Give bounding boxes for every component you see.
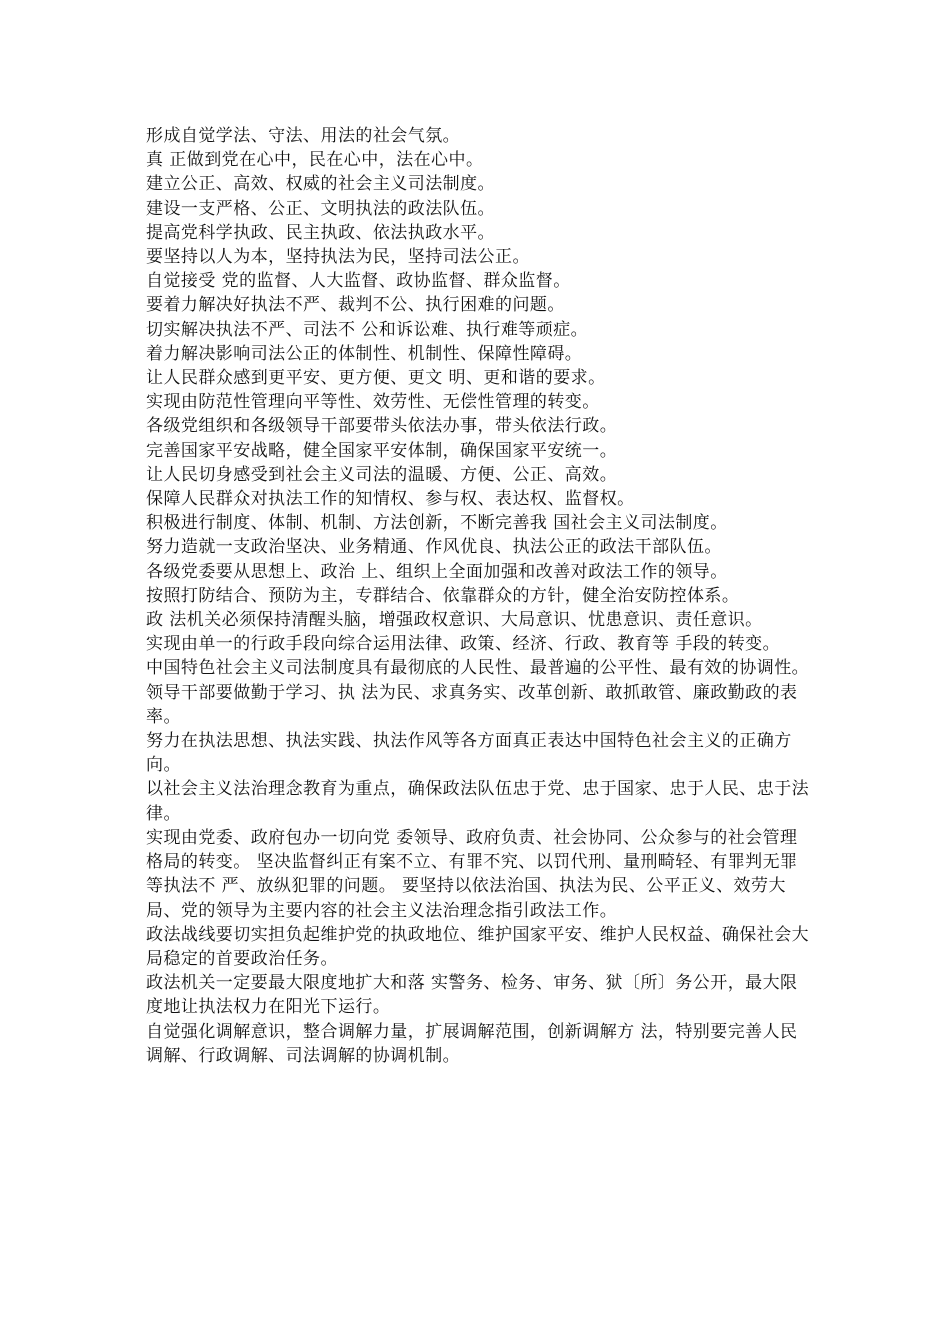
text-line-7: 自觉接受 党的监督、人大监督、政协监督、群众监督。 <box>146 271 571 292</box>
text-line-25: 努力在执法思想、执法实践、执法作风等各方面真正表达中国特色社会主义的正确方 向。 <box>146 731 792 776</box>
document-body <box>146 124 810 1068</box>
text-line-20: 按照打防结合、预防为主，专群结合、依靠群众的方针，健全治安防控体系。 <box>146 585 740 606</box>
text-line-13: 各级党组织和各级领导干部要带头依法办事，带头依法行政。 <box>146 416 618 437</box>
text-line-21: 政 法机关必须保持清醒头脑，增强政权意识、大局意识、忧患意识、责任意识。 <box>146 610 763 631</box>
text-line-16: 保障人民群众对执法工作的知情权、参与权、表达权、监督权。 <box>146 489 635 510</box>
text-line-10: 着力解决影响司法公正的体制性、机制性、保障性障碍。 <box>146 343 583 364</box>
text-line-6: 要坚持以人为本，坚持执法为民，坚持司法公正。 <box>146 247 530 268</box>
text-line-26: 以社会主义法治理念教育为重点，确保政法队伍忠于党、忠于国家、忠于人民、忠于法律。 <box>146 779 810 824</box>
text-line-1: 形成自觉学法、守法、用法的社会气氛。 <box>146 126 461 146</box>
text-line-12: 实现由防范性管理向平等性、效劳性、无偿性管理的转变。 <box>146 392 600 413</box>
text-line-18: 努力造就一支政治坚决、业务精通、作风优良、执法公正的政法干部队伍。 <box>146 537 722 558</box>
text-line-28: 政法战线要切实担负起维护党的执政地位、维护国家平安、维护人民权益、确保社会大局稳定的首要政治任务。 <box>146 924 810 969</box>
text-line-8: 要着力解决好执法不严、裁判不公、执行困难的问题。 <box>146 295 565 316</box>
text-line-3: 建立公正、高效、权威的社会主义司法制度。 <box>146 174 495 195</box>
text-line-5: 提高党科学执政、民主执政、依法执政水平。 <box>146 222 495 243</box>
text-line-2: 真 正做到党在心中，民在心中，法在心中。 <box>146 150 484 171</box>
text-line-11: 让人民群众感到更平安、更方便、更文 明、更和谐的要求。 <box>146 368 606 389</box>
text-line-4: 建设一支严格、公正、文明执法的政法队伍。 <box>146 198 495 219</box>
text-line-19: 各级党委要从思想上、政治 上、组织上全面加强和改善对政法工作的领导。 <box>146 561 728 582</box>
text-line-30: 自觉强化调解意识，整合调解力量，扩展调解范围，创新调解方 法，特别要完善人民调解、行政调解、司法调解的协调机制。 <box>146 1021 798 1066</box>
text-line-22: 实现由单一的行政手段向综合运用法律、政策、经济、行政、教育等 手段的转变。 <box>146 634 781 655</box>
text-line-17: 积极进行制度、体制、机制、方法创新，不断完善我 国社会主义司法制度。 <box>146 513 728 534</box>
text-line-9: 切实解决执法不严、司法不 公和诉讼难、执行难等顽症。 <box>146 319 589 340</box>
text-line-27: 实现由党委、政府包办一切向党 委领导、政府负责、社会协同、公众参与的社会管理格局的转变。 坚决监督纠正有案不立、有罪不究、以罚代刑、量刑畸轻、有罪判无罪等执法不 严、放纵犯罪的问题。 要坚持以依法治国、执法为民、公平正义、效劳大局、党的领导为主要内容的社会主义法治理念指引政法工作。 <box>146 827 798 921</box>
text-line-15: 让人民切身感受到社会主义司法的温暖、方便、公正、高效。 <box>146 464 618 485</box>
text-line-29: 政法机关一定要最大限度地扩大和落 实警务、检务、审务、狱〔所〕务公开，最大限度地让执法权力在阳光下运行。 <box>146 973 798 1018</box>
text-line-14: 完善国家平安战略，健全国家平安体制，确保国家平安统一。 <box>146 440 618 461</box>
text-line-24: 领导干部要做勤于学习、执 法为民、求真务实、改革创新、敢抓敢管、廉政勤政的表率。 <box>146 682 798 727</box>
text-line-23: 中国特色社会主义司法制度具有最彻底的人民性、最普遍的公平性、最有效的协调性。 <box>146 658 810 679</box>
